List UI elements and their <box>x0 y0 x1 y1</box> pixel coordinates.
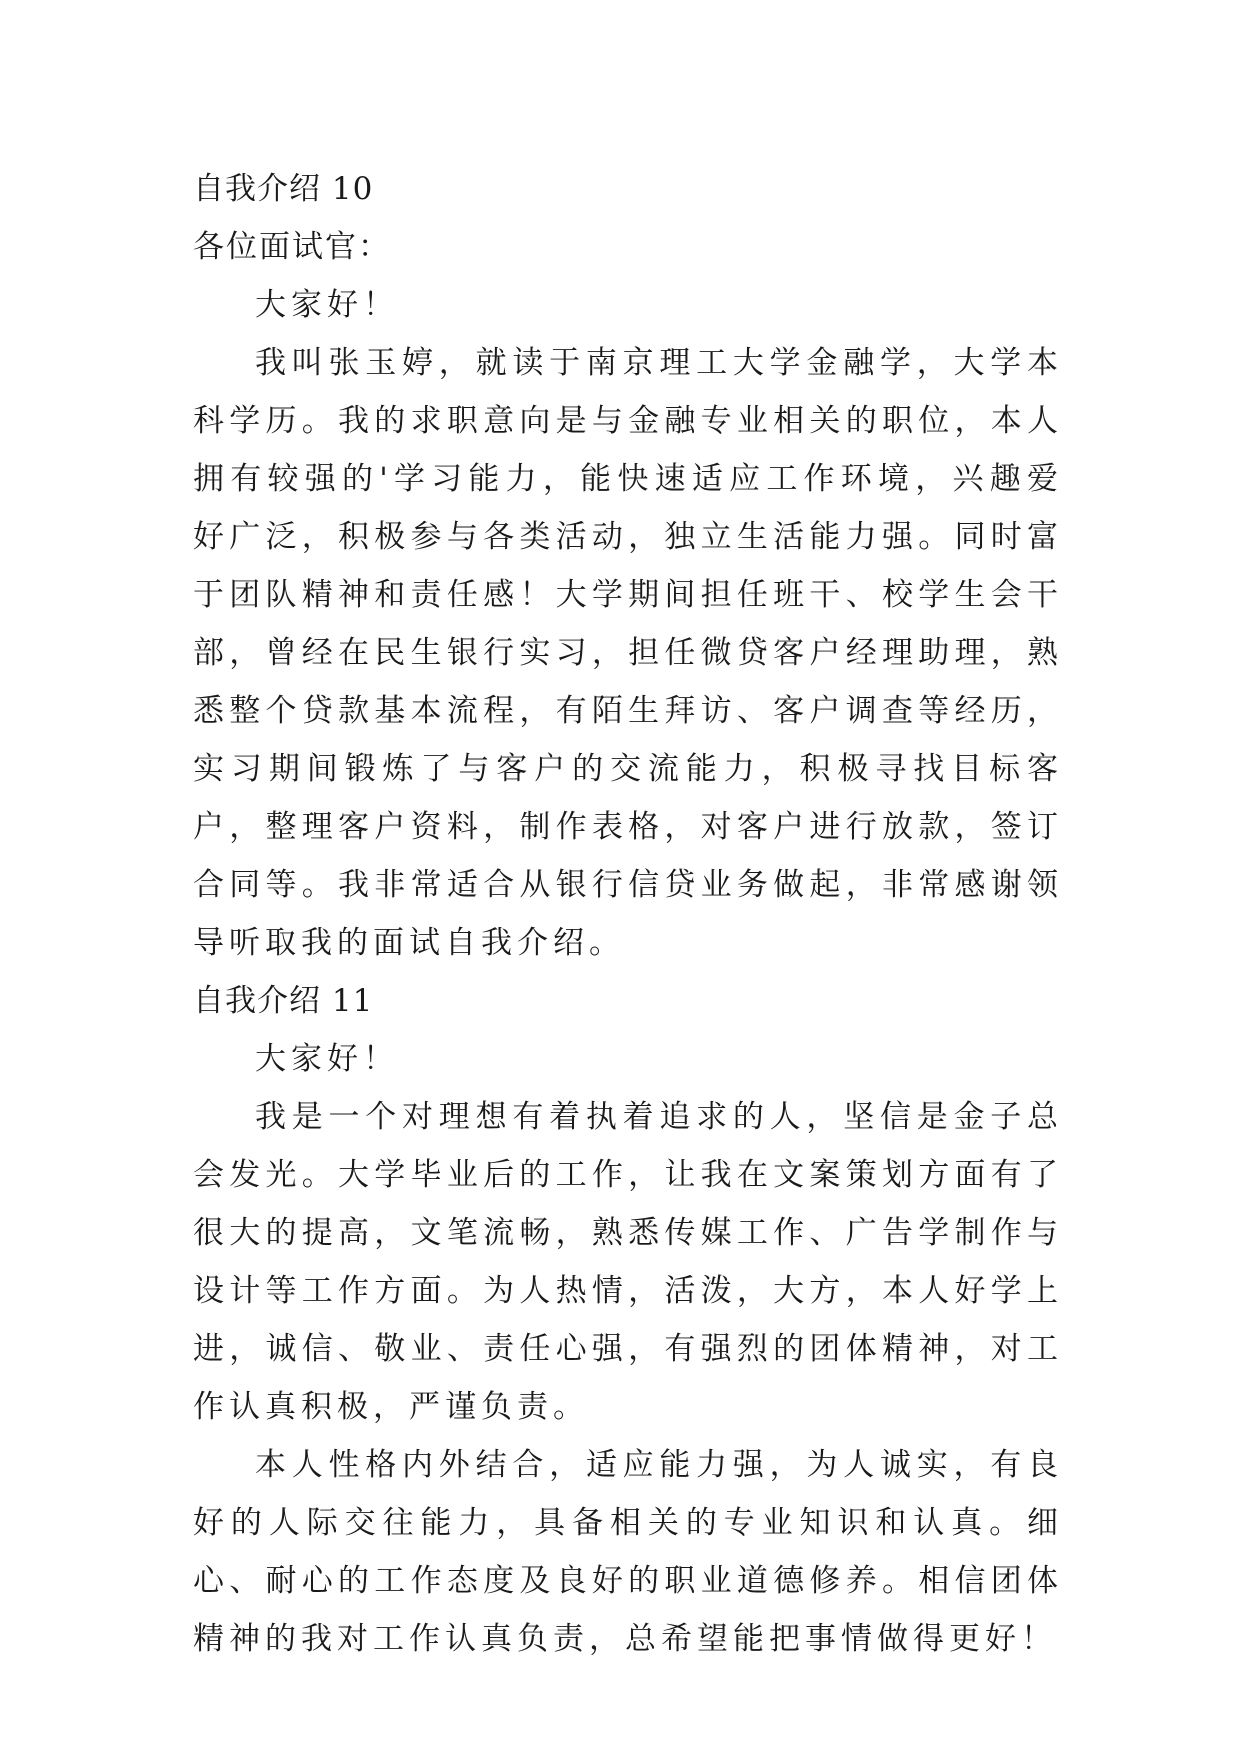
paragraph-11-2: 本人性格内外结合，适应能力强，为人诚实，有良好的人际交往能力，具备相关的专业知识和认真。细心、耐心的工作态度及良好的职业道德修养。相信团体精神的我对工作认真负责，总希望能把事情做得更好！ <box>193 1447 1063 1657</box>
salutation: 各位面试官： <box>193 229 391 265</box>
section-title-10: 自我介绍 10 <box>193 171 374 207</box>
paragraph-11-1: 我是一个对理想有着执着追求的人，坚信是金子总会发光。大学毕业后的工作，让我在文案策划方面有了很大的提高，文笔流畅，熟悉传媒工作、广告学制作与设计等工作方面。为人热情，活泼，大方，本人好学上进，诚信、敬业、责任心强，有强烈的团体精神，对工作认真积极，严谨负责。 <box>193 1099 1063 1425</box>
document-page <box>193 160 1063 1668</box>
greeting-11: 大家好！ <box>255 1041 399 1077</box>
section-title-11: 自我介绍 11 <box>193 983 374 1019</box>
greeting-10: 大家好！ <box>255 287 399 323</box>
paragraph-10-1: 我叫张玉婷，就读于南京理工大学金融学，大学本科学历。我的求职意向是与金融专业相关的职位，本人拥有较强的'学习能力，能快速适应工作环境，兴趣爱好广泛，积极参与各类活动，独立生活能力强。同时富于团队精神和责任感！大学期间担任班干、校学生会干部，曾经在民生银行实习，担任微贷客户经理助理，熟悉整个贷款基本流程，有陌生拜访、客户调查等经历，实习期间锻炼了与客户的交流能力，积极寻找目标客户，整理客户资料，制作表格，对客户进行放款，签订合同等。我非常适合从银行信贷业务做起，非常感谢领导听取我的面试自我介绍。 <box>193 345 1063 961</box>
